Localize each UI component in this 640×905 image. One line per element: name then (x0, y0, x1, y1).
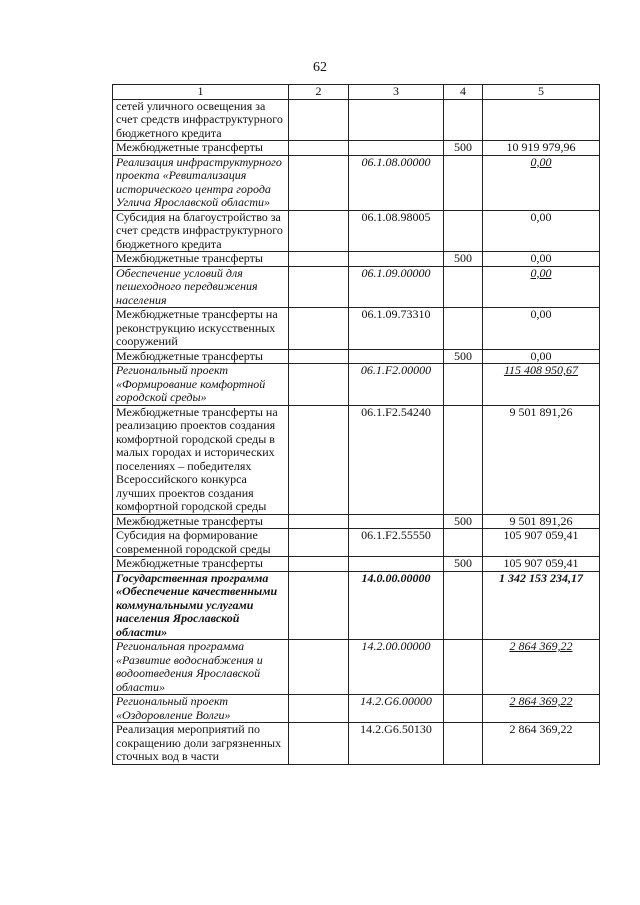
row-vr-cell: 500 (444, 141, 483, 156)
table-row (113, 141, 600, 156)
row-col2-cell (289, 405, 349, 514)
row-code-cell: 06.1.09.00000 (349, 266, 444, 308)
row-code-cell (349, 99, 444, 141)
row-sum-value: 0,00 (530, 266, 552, 280)
row-vr-cell (444, 364, 483, 406)
row-col2-cell (289, 364, 349, 406)
row-col2-cell (289, 529, 349, 557)
table-row (113, 349, 600, 364)
row-sum-cell: 0,00 (483, 210, 600, 252)
row-col2-cell (289, 155, 349, 210)
row-col2-cell (289, 695, 349, 723)
row-code-cell: 14.2.G6.00000 (349, 695, 444, 723)
row-code-cell: 06.1.09.73310 (349, 308, 444, 350)
row-vr-cell (444, 723, 483, 765)
table-header-row (113, 85, 600, 100)
table-row (113, 210, 600, 252)
row-sum-cell: 10 919 979,96 (483, 141, 600, 156)
row-sum-cell: 105 907 059,41 (483, 529, 600, 557)
budget-table (112, 84, 600, 765)
row-code-cell (349, 141, 444, 156)
row-sum-cell: 9 501 891,26 (483, 514, 600, 529)
row-col2-cell (289, 349, 349, 364)
row-sum-cell (483, 640, 600, 695)
row-sum-value: 0,00 (530, 155, 552, 169)
row-sum-cell: 0,00 (483, 308, 600, 350)
row-col2-cell (289, 252, 349, 267)
row-sum-cell: 2 864 369,22 (483, 723, 600, 765)
row-sum-cell (483, 99, 600, 141)
row-code-cell (349, 349, 444, 364)
row-code-cell (349, 252, 444, 267)
row-name-cell: Межбюджетные трансферты (113, 141, 289, 156)
page-number: 62 (313, 60, 327, 75)
column-header: 1 (113, 85, 289, 100)
table-row (113, 405, 600, 514)
row-code-cell: 06.1.08.98005 (349, 210, 444, 252)
row-vr-cell (444, 695, 483, 723)
table-row (113, 571, 600, 640)
row-col2-cell (289, 514, 349, 529)
row-vr-cell: 500 (444, 514, 483, 529)
row-col2-cell (289, 640, 349, 695)
table-row (113, 514, 600, 529)
row-col2-cell (289, 210, 349, 252)
row-code-cell: 06.1.F2.00000 (349, 364, 444, 406)
row-sum-value: 115 408 950,67 (503, 363, 579, 377)
row-name-cell: Субсидия на формирование современной городской среды (113, 529, 289, 557)
row-col2-cell (289, 141, 349, 156)
row-name-cell: Межбюджетные трансферты (113, 514, 289, 529)
row-col2-cell (289, 557, 349, 572)
row-col2-cell (289, 266, 349, 308)
row-sum-cell (483, 695, 600, 723)
row-sum-value: 2 864 369,22 (509, 694, 573, 708)
column-header: 5 (483, 85, 600, 100)
table-row (113, 557, 600, 572)
row-sum-cell (483, 364, 600, 406)
row-vr-cell: 500 (444, 557, 483, 572)
row-name-cell: Региональная программа «Развитие водоснабжения и водоотведения Ярославской области» (113, 640, 289, 695)
row-sum-cell: 0,00 (483, 252, 600, 267)
row-code-cell: 14.2.G6.50130 (349, 723, 444, 765)
table-row (113, 252, 600, 267)
row-code-cell: 06.1.08.00000 (349, 155, 444, 210)
column-header: 2 (289, 85, 349, 100)
row-name-cell: Государственная программа «Обеспечение качественными коммунальными услугами населения Ярославской области» (113, 571, 289, 640)
row-vr-cell (444, 640, 483, 695)
row-code-cell: 14.0.00.00000 (349, 571, 444, 640)
row-vr-cell (444, 266, 483, 308)
row-sum-cell: 0,00 (483, 349, 600, 364)
table-row (113, 99, 600, 141)
row-sum-cell: 1 342 153 234,17 (483, 571, 600, 640)
row-col2-cell (289, 723, 349, 765)
table-row (113, 723, 600, 765)
row-code-cell (349, 514, 444, 529)
row-name-cell: Реализация инфраструктурного проекта «Ревитализация исторического центра города Углича Ярославской области» (113, 155, 289, 210)
row-name-cell: Региональный проект «Оздоровление Волги» (113, 695, 289, 723)
table-row (113, 308, 600, 350)
row-sum-cell: 105 907 059,41 (483, 557, 600, 572)
row-code-cell: 14.2.00.00000 (349, 640, 444, 695)
row-sum-value: 2 864 369,22 (509, 639, 573, 653)
row-name-cell: Реализация мероприятий по сокращению доли загрязненных сточных вод в части (113, 723, 289, 765)
row-code-cell (349, 557, 444, 572)
table-row (113, 640, 600, 695)
column-header: 4 (444, 85, 483, 100)
table-row (113, 266, 600, 308)
row-name-cell: Обеспечение условий для пешеходного передвижения населения (113, 266, 289, 308)
row-col2-cell (289, 571, 349, 640)
table-row (113, 529, 600, 557)
row-vr-cell (444, 405, 483, 514)
row-col2-cell (289, 99, 349, 141)
row-sum-cell: 9 501 891,26 (483, 405, 600, 514)
row-code-cell: 06.1.F2.54240 (349, 405, 444, 514)
table-row (113, 695, 600, 723)
row-vr-cell (444, 99, 483, 141)
row-sum-cell (483, 155, 600, 210)
row-name-cell: Межбюджетные трансферты (113, 557, 289, 572)
row-vr-cell (444, 308, 483, 350)
row-name-cell: Региональный проект «Формирование комфортной городской среды» (113, 364, 289, 406)
row-col2-cell (289, 308, 349, 350)
row-vr-cell (444, 210, 483, 252)
row-vr-cell (444, 571, 483, 640)
row-name-cell: Субсидия на благоустройство за счет средств инфраструктурного бюджетного кредита (113, 210, 289, 252)
row-code-cell: 06.1.F2.55550 (349, 529, 444, 557)
column-header: 3 (349, 85, 444, 100)
row-name-cell: Межбюджетные трансферты (113, 252, 289, 267)
row-name-cell: Межбюджетные трансферты на реконструкцию искусственных сооружений (113, 308, 289, 350)
row-name-cell: Межбюджетные трансферты на реализацию проектов создания комфортной городской среды в малых городах и исторических поселениях – победителях Всероссийского конкурса лучших проектов создания комфортной городской среды (113, 405, 289, 514)
row-sum-cell (483, 266, 600, 308)
table-body (113, 99, 600, 764)
row-name-cell: Межбюджетные трансферты (113, 349, 289, 364)
row-vr-cell: 500 (444, 252, 483, 267)
table-row (113, 364, 600, 406)
row-name-cell: сетей уличного освещения за счет средств инфраструктурного бюджетного кредита (113, 99, 289, 141)
table-row (113, 155, 600, 210)
row-vr-cell (444, 155, 483, 210)
row-vr-cell: 500 (444, 349, 483, 364)
row-vr-cell (444, 529, 483, 557)
